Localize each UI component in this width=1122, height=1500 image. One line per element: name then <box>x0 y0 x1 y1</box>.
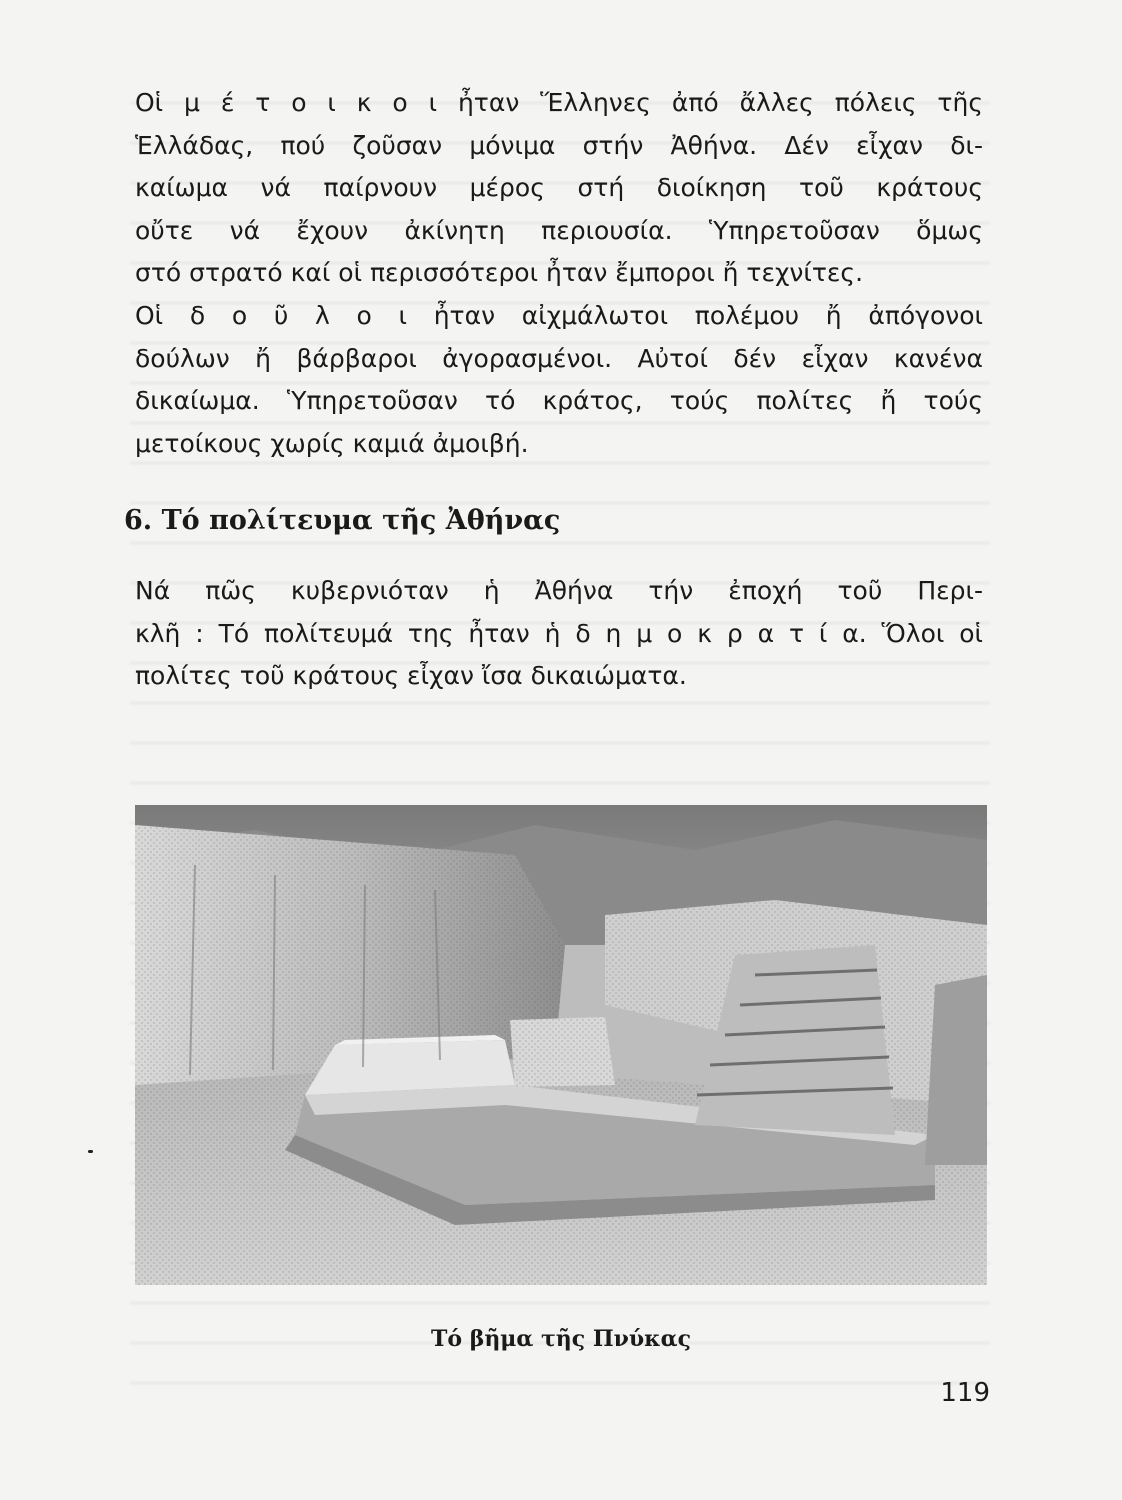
photo-illustration <box>135 805 987 1285</box>
paragraph-metoikoi <box>135 82 983 295</box>
paragraph-line: στό στρατό καί οἱ περισσότεροι ἦταν ἔμποροι ἤ τεχνίτες. <box>135 258 864 287</box>
paragraph-line: Οἱ δ ο ῦ λ ο ι ἦταν αἰχμάλωτοι πολέμου ἤ ἀπόγονοι <box>135 301 983 330</box>
pnyx-bema-photo <box>135 805 987 1285</box>
paragraph-line: Ἑλλάδας, πού ζοῦσαν μόνιμα στήν Ἀθήνα. Δέν εἶχαν δι- <box>135 130 983 160</box>
paragraph-line: πολίτες τοῦ κράτους εἶχαν ἴσα δικαιώματα. <box>135 661 687 690</box>
paragraph-line: δούλων ἤ βάρβαροι ἀγορασμένοι. Αὐτοί δέν εἶχαν κανένα <box>135 343 983 373</box>
paragraph-line: δικαίωμα. Ὑπηρετοῦσαν τό κράτος, τούς πολίτες ἤ τούς <box>135 386 983 415</box>
page-number: 119 <box>940 1378 990 1408</box>
paragraph-line: κλῆ : Τό πολίτευμά της ἦταν ἡ δ η μ ο κ ρ α τ ί α. Ὅλοι οἱ <box>135 618 983 648</box>
paragraph-politevma <box>135 570 983 698</box>
print-speck <box>88 1150 93 1153</box>
paragraph-line: μετοίκους χωρίς καμιά ἀμοιβή. <box>135 428 529 458</box>
paragraph-line: καίωμα νά παίρνουν μέρος στή διοίκηση τοῦ κράτους <box>135 173 983 202</box>
paragraph-douloi <box>135 295 983 465</box>
photo-caption: Τό βῆμα τῆς Πνύκας <box>431 1326 691 1352</box>
paragraph-line: Οἱ μ έ τ ο ι κ ο ι ἦταν Ἕλληνες ἀπό ἄλλες πόλεις τῆς <box>135 88 983 117</box>
paragraph-line: οὔτε νά ἔχουν ἀκίνητη περιουσία. Ὑπηρετοῦσαν ὅμως <box>135 215 983 245</box>
section-heading: 6. Τό πολίτευμα τῆς Ἀθήνας <box>124 505 561 536</box>
paragraph-line: Νά πῶς κυβερνιόταν ἡ Ἀθήνα τήν ἐποχή τοῦ Περι- <box>135 576 983 605</box>
